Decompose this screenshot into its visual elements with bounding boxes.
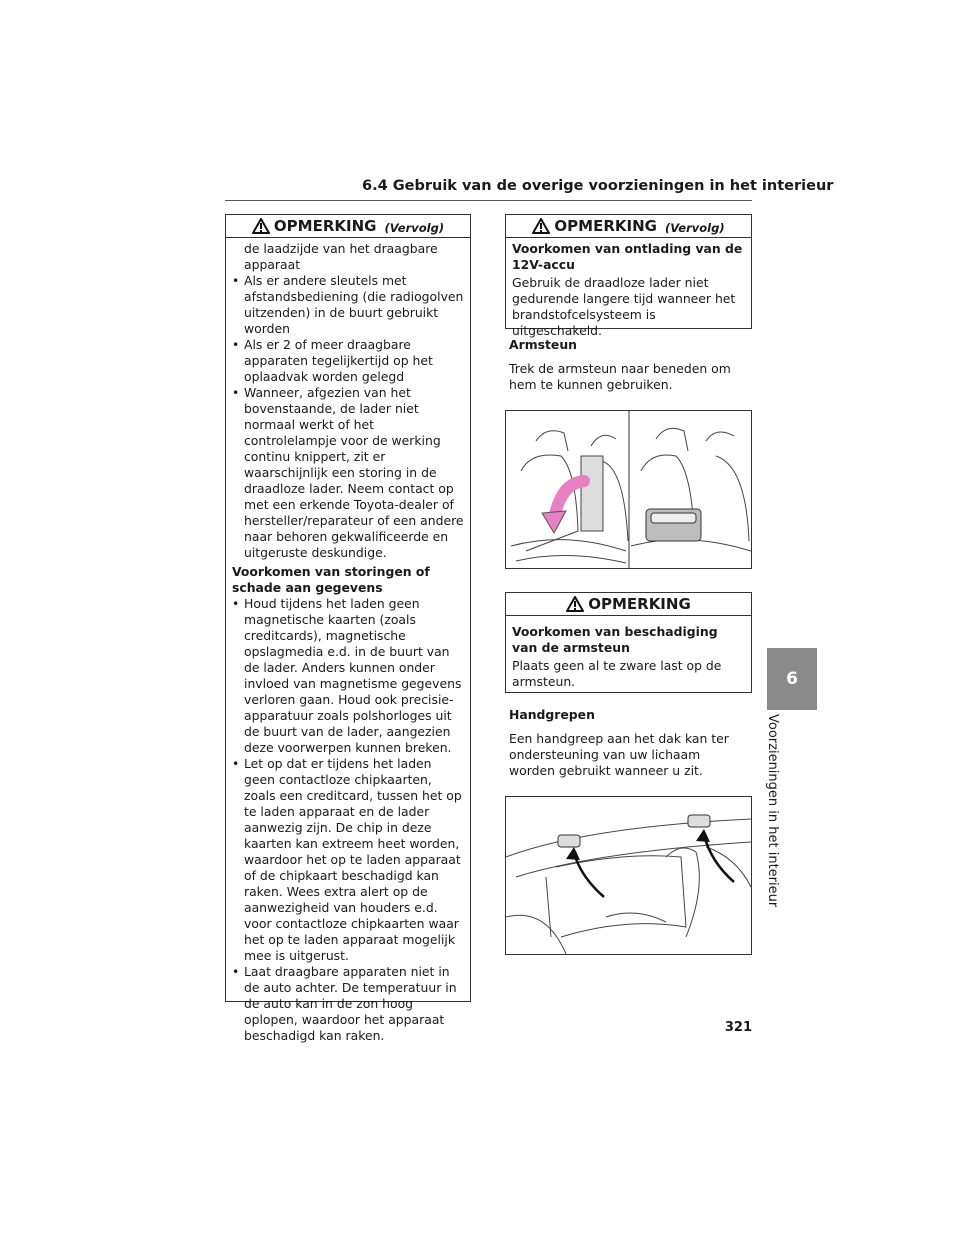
handgrepen-text: Een handgreep aan het dak kan ter ondersteuning van uw lichaam worden gebruikt wanneer u zit. xyxy=(509,731,729,778)
right-box1-title: OPMERKING xyxy=(554,217,657,235)
right-box1-body xyxy=(506,238,751,345)
chapter-label: Voorzieningen in het interieur xyxy=(765,714,780,908)
warning-icon xyxy=(566,596,584,612)
bullet-list-2 xyxy=(232,596,464,1044)
right-box2-text: Plaats geen al te zware last op de armsteun. xyxy=(512,658,722,689)
assist-grip-illustration xyxy=(505,796,752,955)
list-item: • Laat draagbare apparaten niet in de auto achter. De temperatuur in de auto kan in de zon hoog oplopen, waardoor het apparaat beschadigd kan raken. xyxy=(232,964,464,1044)
section-header: 6.4 Gebruik van de overige voorzieningen in het interieur xyxy=(362,178,834,194)
right-box1-suffix: (Vervolg) xyxy=(664,221,725,235)
left-warning-box xyxy=(225,214,471,1043)
handgrepen-section xyxy=(509,707,749,779)
continued-text: de laadzijde van het draagbare apparaat xyxy=(244,241,438,272)
list-item: • Houd tijdens het laden geen magnetische kaarten (zoals creditcards), magnetische opslagmedia e.d. in de buurt van de lader. Anders kunnen onder invloed van magnetisme gegevens verloren gaan. Houd ook precisie-apparatuur zoals polshorloges uit de buurt van de lader, aangezien deze voorwerpen kunnen breken. xyxy=(232,596,464,756)
left-box-subhead: Voorkomen van storingen of schade aan gegevens xyxy=(232,564,430,595)
warning-icon xyxy=(532,218,550,234)
assist-grip-drawing xyxy=(506,797,751,954)
right-box1-head xyxy=(506,215,751,238)
list-item: • Als er 2 of meer draagbare apparaten tegelijkertijd op het oplaadvak worden gelegd xyxy=(232,337,464,385)
right-box2-body xyxy=(506,616,751,696)
armsteun-title: Armsteun xyxy=(509,337,577,352)
chapter-side-label xyxy=(766,714,782,914)
bullet-list-1 xyxy=(232,273,464,561)
right-warning-box-2 xyxy=(505,592,752,693)
left-box-head xyxy=(226,215,470,238)
list-item: • Let op dat er tijdens het laden geen contactloze chipkaarten, zoals een creditcard, tussen het op te laden apparaat en de lader aanwezig zijn. De chip in deze kaarten kan extreem heet worden, waardoor het op te laden apparaat of de chipkaart beschadigd kan raken. Wees extra alert op de aanwezigheid van houders e.d. voor contactloze chipkaarten waar het op te laden apparaat mogelijk mee is uitgerust. xyxy=(232,756,464,964)
chapter-tab: 6 xyxy=(767,648,817,710)
left-box-suffix: (Vervolg) xyxy=(384,221,445,235)
list-item: • Als er andere sleutels met afstandsbediening (die radiogolven uitzenden) in de buurt gebruikt worden xyxy=(232,273,464,337)
right-box2-title: OPMERKING xyxy=(588,595,691,613)
right-box2-head xyxy=(506,593,751,616)
list-item: • Wanneer, afgezien van het bovenstaande, de lader niet normaal werkt of het controlelampje voor de werking continu knippert, zit er waarschijnlijk een storing in de draadloze lader. Neem contact op met een erkende Toyota-dealer of hersteller/reparateur of een andere naar behoren gekwalificeerde en uitgeruste deskundige. xyxy=(232,385,464,561)
handgrepen-title: Handgrepen xyxy=(509,707,595,722)
right-warning-box-1 xyxy=(505,214,752,338)
header-rule xyxy=(225,200,752,201)
armrest-illustration xyxy=(505,410,752,569)
warning-icon xyxy=(252,218,270,234)
right-box1-subhead: Voorkomen van ontlading van de 12V-accu xyxy=(512,241,743,272)
armsteun-text: Trek de armsteun naar beneden om hem te kunnen gebruiken. xyxy=(509,361,731,392)
left-box-body xyxy=(226,238,470,1050)
right-box2-subhead: Voorkomen van beschadiging van de armsteun xyxy=(512,624,718,655)
armsteun-section xyxy=(509,337,749,393)
right-box1-text: Gebruik de draadloze lader niet gedurende langere tijd wanneer het brandstofcelsysteem is uitgeschakeld. xyxy=(512,275,736,338)
left-box-title: OPMERKING xyxy=(273,217,377,235)
page-number: 321 xyxy=(724,1020,752,1035)
armrest-drawing xyxy=(506,411,751,568)
